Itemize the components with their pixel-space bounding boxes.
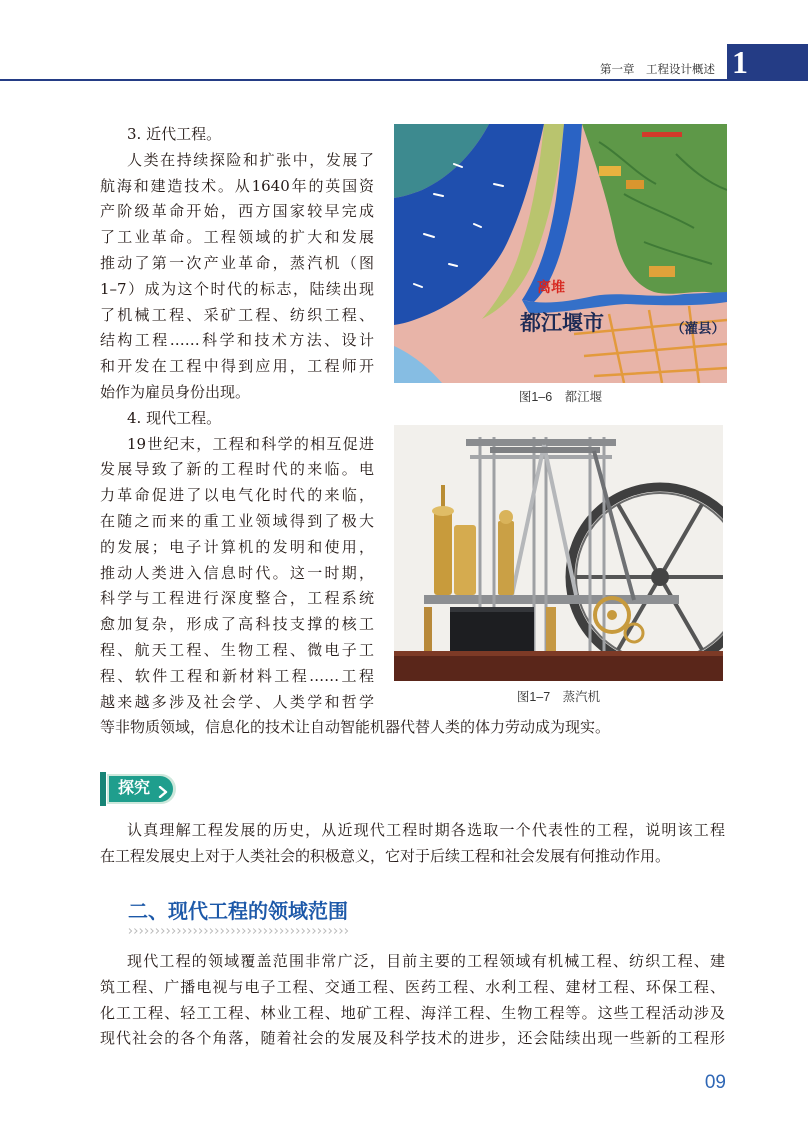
explore-badge-body: [107, 774, 176, 804]
wooden-base-edge: [394, 651, 723, 656]
chapter-label: 第一章 工程设计概述: [600, 64, 715, 76]
body-line: 力革命促进了以电气化时代的来临，: [100, 486, 374, 505]
map-temple: [626, 180, 644, 189]
body-line: 程、航天工程、生物工程、微电子工: [100, 640, 374, 659]
explore-badge-pill: [109, 776, 173, 802]
map-temple: [599, 166, 621, 176]
figure-steam-engine: [394, 425, 723, 681]
brass-cap: [499, 510, 513, 524]
body-line: 始作为雇员身份出现。: [100, 382, 251, 401]
map-title-strip: [642, 132, 682, 137]
section-body: [100, 949, 725, 1052]
figure-caption: 图1–6 都江堰: [518, 390, 603, 404]
body-line: 了工业革命。工程领域的扩大和发展: [100, 228, 374, 247]
explore-badge-bar: [100, 772, 106, 806]
engine-platform: [424, 595, 679, 604]
map-temple: [649, 266, 675, 277]
brass-cylinder: [434, 511, 452, 595]
body-line: 航海和建造技术。从1640年的英国资: [100, 176, 374, 195]
body-line: 推动了第一次产业革命，蒸汽机（图: [100, 253, 374, 272]
map-label-county: （灌县）: [671, 321, 725, 337]
map-label-lidui: 离堆: [537, 280, 565, 296]
body-line: 等非物质领域，信息化的技术让自动智能机器代替人类的体力劳动成为现实。: [100, 718, 611, 737]
item-title: 4. 现代工程。: [127, 408, 222, 427]
body-line: 发展导致了新的工程时代的来临。电: [100, 460, 374, 479]
body-line: 推动人类进入信息时代。这一时期，: [100, 563, 374, 582]
figure-dujiangyan-map: [394, 124, 727, 383]
item-title: 3. 近代工程。: [127, 125, 222, 143]
history-column: [100, 122, 374, 715]
header-rule: [0, 79, 727, 81]
gear-hub: [607, 610, 617, 620]
heading-divider: [128, 927, 352, 935]
walking-beam: [490, 447, 600, 453]
body-line: 的发展；电子计算机的发明和使用，: [100, 537, 374, 556]
body-line: 1–7）成为这个时代的标志，陆续出现: [100, 279, 374, 298]
body-line: 产阶级革命开始，西方国家较早完成: [100, 202, 374, 221]
body-line: 科学与工程进行深度整合，工程系统: [100, 589, 374, 608]
body-line: 现代社会的各个角落，随着社会的发展及科学技术的进步，还会陆续出现一些新的工程形: [100, 1029, 725, 1048]
brass-pipe: [424, 607, 432, 653]
page-number: 09: [704, 1072, 726, 1093]
brass-cap: [432, 506, 454, 516]
body-line: 筑工程、广播电视与电子工程、交通工程、医药工程、水利工程、建材工程、环保工程、: [100, 977, 725, 996]
map-label-city: 都江堰市: [520, 310, 604, 335]
explore-text: [100, 818, 725, 871]
figure-caption: 图1–7 蒸汽机: [516, 690, 601, 704]
body-line: 结构工程……科学和技术方法、设计: [100, 331, 374, 350]
chapter-number: 1: [732, 44, 748, 80]
explore-line: 认真理解工程发展的历史，从近现代工程时期各选取一个代表性的工程，说明该工程: [127, 822, 725, 839]
body-line: 程、软件工程和新材料工程……工程: [100, 666, 374, 685]
steam-engine-illustration: [394, 425, 723, 681]
black-cistern: [450, 607, 534, 653]
body-line: 在随之而来的重工业领域得到了极大: [100, 511, 374, 530]
section-heading: 二、现代工程的领域范围: [128, 901, 348, 923]
explore-badge: [100, 772, 178, 806]
explore-line: 在工程发展史上对于人类社会的积极意义，它对于后续工程和社会发展有何推动作用。: [100, 849, 671, 866]
brass-cylinder: [454, 525, 476, 595]
body-line: 了机械工程、采矿工程、纺织工程、: [100, 305, 374, 324]
body-line: 现代工程的领域覆盖范围非常广泛，目前主要的工程领域有机械工程、纺织工程、建: [127, 952, 725, 971]
map-illustration: [394, 124, 727, 383]
cistern-rim: [450, 607, 534, 612]
body-line: 19世纪末，工程和科学的相互促进: [127, 434, 374, 453]
body-line: 越来越多涉及社会学、人类学和哲学: [100, 692, 374, 711]
frame-top-beam: [466, 439, 616, 446]
body-line: 化工工程、轻工工程、林业工程、地矿工程、海洋工程、生物工程等。这些工程活动涉及: [100, 1003, 725, 1022]
chevron-right-icon: [158, 783, 168, 795]
body-line: 人类在持续探险和扩张中，发展了: [127, 150, 374, 169]
body-line: 和开发在工程中得到应用，工程师开: [100, 357, 374, 376]
body-line: 愈加复杂，形成了高科技支撑的核工: [100, 615, 374, 634]
brass-pipe: [546, 607, 556, 653]
wooden-base: [394, 656, 723, 681]
brass-cylinder: [498, 521, 514, 595]
explore-badge-label: 探究: [118, 780, 151, 797]
